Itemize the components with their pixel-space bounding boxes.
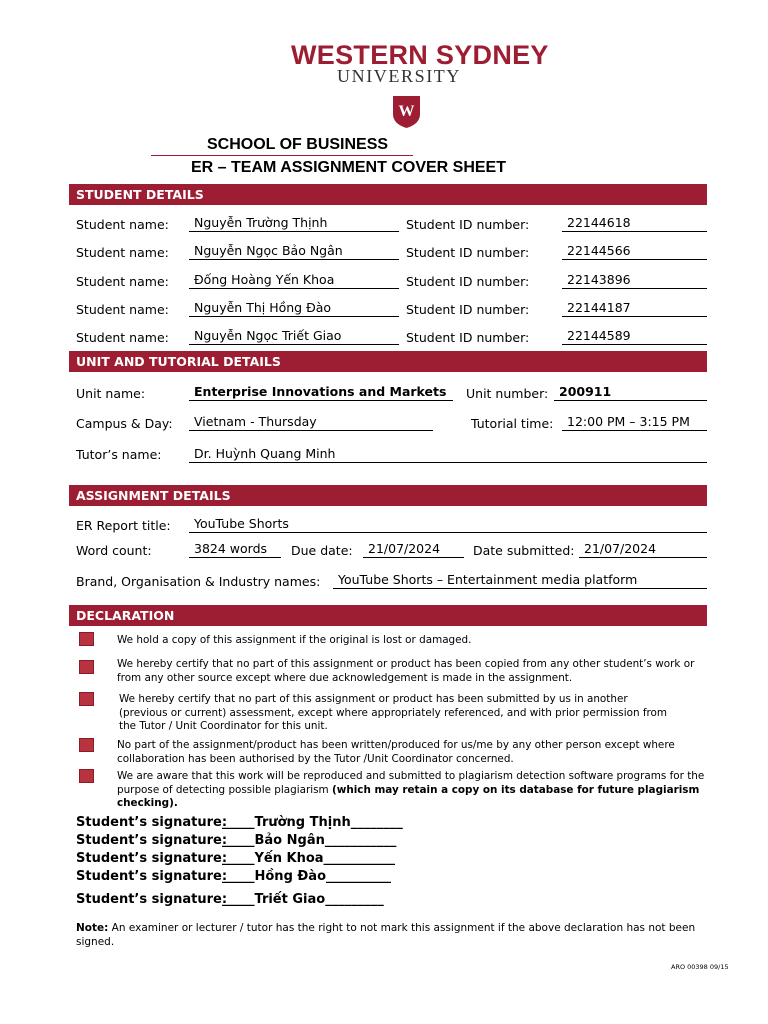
- student-name-field[interactable]: Nguyễn Ngọc Bảo Ngân: [189, 243, 399, 260]
- signature-value[interactable]: _____Bảo Ngân___________: [222, 833, 397, 848]
- campus-field[interactable]: Vietnam - Thursday: [189, 414, 433, 431]
- student-id-field[interactable]: 22143896: [562, 272, 707, 289]
- declaration-checkbox[interactable]: [79, 692, 94, 706]
- header-divider: [151, 155, 413, 156]
- tutor-label: Tutor’s name:: [76, 447, 162, 462]
- brand-field[interactable]: YouTube Shorts – Entertainment media platform: [333, 572, 707, 589]
- date-submitted-field[interactable]: 21/07/2024: [579, 541, 707, 558]
- unit-number-label: Unit number:: [466, 386, 549, 401]
- unit-details-heading: UNIT AND TUTORIAL DETAILS: [69, 351, 707, 372]
- date-submitted-label: Date submitted:: [473, 543, 575, 558]
- student-id-field[interactable]: 22144618: [562, 215, 707, 232]
- signature-label: Student’s signature:: [76, 892, 228, 907]
- signature-value[interactable]: _____Trường Thịnh________: [222, 815, 403, 830]
- signature-label: Student’s signature:: [76, 815, 228, 830]
- student-name-label: Student name:: [76, 302, 169, 317]
- student-id-label: Student ID number:: [406, 217, 530, 232]
- due-date-label: Due date:: [291, 543, 353, 558]
- university-logo-subtitle: UNIVERSITY: [337, 66, 461, 86]
- signature-label: Student’s signature:: [76, 869, 228, 884]
- student-id-label: Student ID number:: [406, 274, 530, 289]
- school-title: SCHOOL OF BUSINESS: [207, 136, 389, 153]
- signature-value[interactable]: _____Yến Khoa___________: [222, 851, 396, 866]
- declaration-text: No part of the assignment/product has been written/produced for us/me by any other person except where collaboration has been authorised by the Tutor /Unit Coordinator concerned.: [117, 739, 675, 765]
- student-id-label: Student ID number:: [406, 302, 530, 317]
- declaration-checkbox[interactable]: [79, 632, 94, 646]
- student-id-field[interactable]: 22144187: [562, 300, 707, 317]
- assignment-details-heading: ASSIGNMENT DETAILS: [69, 485, 707, 506]
- tutorial-time-field[interactable]: 12:00 PM – 3:15 PM: [562, 414, 707, 431]
- campus-label: Campus & Day:: [76, 416, 173, 431]
- declaration-text: We hold a copy of this assignment if the original is lost or damaged.: [117, 634, 472, 646]
- unit-name-label: Unit name:: [76, 386, 146, 401]
- declaration-heading: DECLARATION: [69, 605, 707, 626]
- student-name-field[interactable]: Nguyễn Thị Hồng Đào: [189, 300, 399, 317]
- university-logo-wordmark: WESTERN SYDNEY: [291, 40, 549, 70]
- declaration-note: Note: An examiner or lecturer / tutor has the right to not mark this assignment if the above declaration has not been signed.: [76, 922, 696, 948]
- declaration-text: We hereby certify that no part of this assignment or product has been submitted by us in another (previous or current) assessment, except where appropriately referenced, and with prior permission from the Tutor / Unit Coordinator for this unit.: [119, 693, 668, 732]
- university-shield-icon: [393, 96, 420, 132]
- student-name-label: Student name:: [76, 245, 169, 260]
- declaration-checkbox[interactable]: [79, 738, 94, 752]
- student-id-label: Student ID number:: [406, 245, 530, 260]
- tutor-field[interactable]: Dr. Huỳnh Quang Minh: [189, 446, 707, 463]
- student-name-field[interactable]: Nguyễn Trường Thịnh: [189, 215, 399, 232]
- report-title-field[interactable]: YouTube Shorts: [189, 516, 707, 533]
- tutorial-time-label: Tutorial time:: [471, 416, 554, 431]
- signature-label: Student’s signature:: [76, 833, 228, 848]
- student-details-heading: STUDENT DETAILS: [69, 184, 707, 205]
- word-count-field[interactable]: 3824 words: [189, 541, 281, 558]
- word-count-label: Word count:: [76, 543, 152, 558]
- page-title: ER – TEAM ASSIGNMENT COVER SHEET: [191, 159, 506, 176]
- declaration-text: We hereby certify that no part of this assignment or product has been copied from any other student’s work or from any other source except where due acknowledgement is made in the assignment.: [117, 658, 695, 684]
- student-name-label: Student name:: [76, 330, 169, 345]
- student-name-label: Student name:: [76, 217, 169, 232]
- signature-value[interactable]: _____Triết Giao_________: [222, 892, 384, 907]
- student-id-field[interactable]: 22144589: [562, 328, 707, 345]
- student-name-field[interactable]: Đống Hoàng Yến Khoa: [189, 272, 399, 289]
- unit-number-field[interactable]: 200911: [554, 384, 707, 401]
- student-id-label: Student ID number:: [406, 330, 530, 345]
- due-date-field[interactable]: 21/07/2024: [363, 541, 464, 558]
- signature-label: Student’s signature:: [76, 851, 228, 866]
- student-id-field[interactable]: 22144566: [562, 243, 707, 260]
- shield-letter: W: [398, 103, 415, 120]
- signature-value[interactable]: _____Hồng Đào__________: [222, 869, 391, 884]
- unit-name-field[interactable]: Enterprise Innovations and Markets: [189, 384, 453, 401]
- student-name-label: Student name:: [76, 274, 169, 289]
- brand-label: Brand, Organisation & Industry names:: [76, 574, 321, 589]
- student-name-field[interactable]: Nguyễn Ngọc Triết Giao: [189, 328, 399, 345]
- declaration-checkbox[interactable]: [79, 769, 94, 783]
- form-code: ARO 00398 09/15: [671, 963, 729, 971]
- report-title-label: ER Report title:: [76, 518, 171, 533]
- declaration-checkbox[interactable]: [79, 660, 94, 674]
- declaration-text: We are aware that this work will be reproduced and submitted to plagiarism detection software programs for the purpose of detecting possible plagiarism (which may retain a copy on its database for future plagiarism checking).: [117, 770, 705, 809]
